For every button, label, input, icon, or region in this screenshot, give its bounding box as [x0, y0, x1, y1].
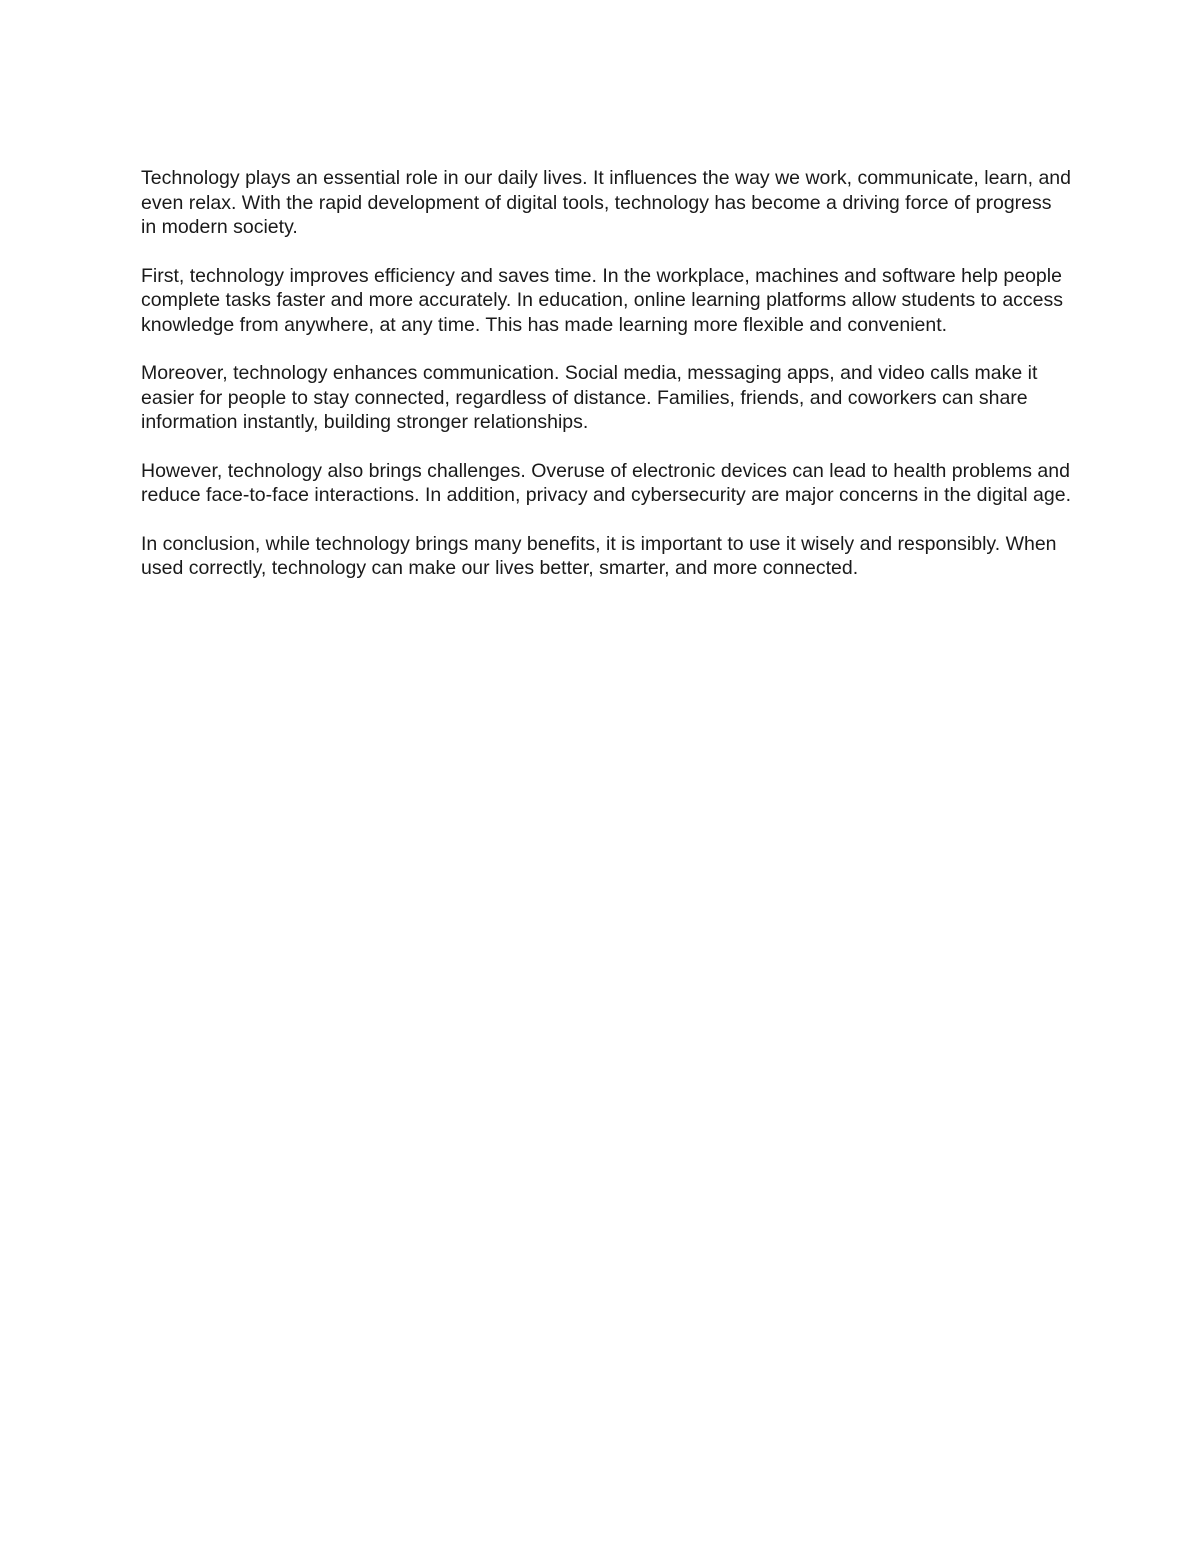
paragraph-communication: Moreover, technology enhances communication. Social media, messaging apps, and video calls make it easier for people to stay connected, regardless of distance. Families, friends, and coworkers can share information instantly, building stronger relationships. — [141, 362, 1038, 433]
paragraph-introduction: Technology plays an essential role in our daily lives. It influences the way we work, communicate, learn, and even relax. With the rapid development of digital tools, technology has become a driving force of progress in modern society. — [141, 167, 1071, 238]
paragraph-efficiency: First, technology improves efficiency and saves time. In the workplace, machines and software help people complete tasks faster and more accurately. In education, online learning platforms allow students to access knowledge from anywhere, at any time. This has made learning more flexible and convenient. — [141, 264, 1064, 336]
paragraph-challenges: However, technology also brings challenges. Overuse of electronic devices can lead to health problems and reduce face-to-face interactions. In addition, privacy and cybersecurity are major concerns in the digital age. — [141, 459, 1071, 506]
paragraph-conclusion: In conclusion, while technology brings many benefits, it is important to use it wisely and responsibly. When used correctly, technology can make our lives better, smarter, and more connected. — [141, 532, 1057, 579]
document-body — [141, 166, 1071, 605]
